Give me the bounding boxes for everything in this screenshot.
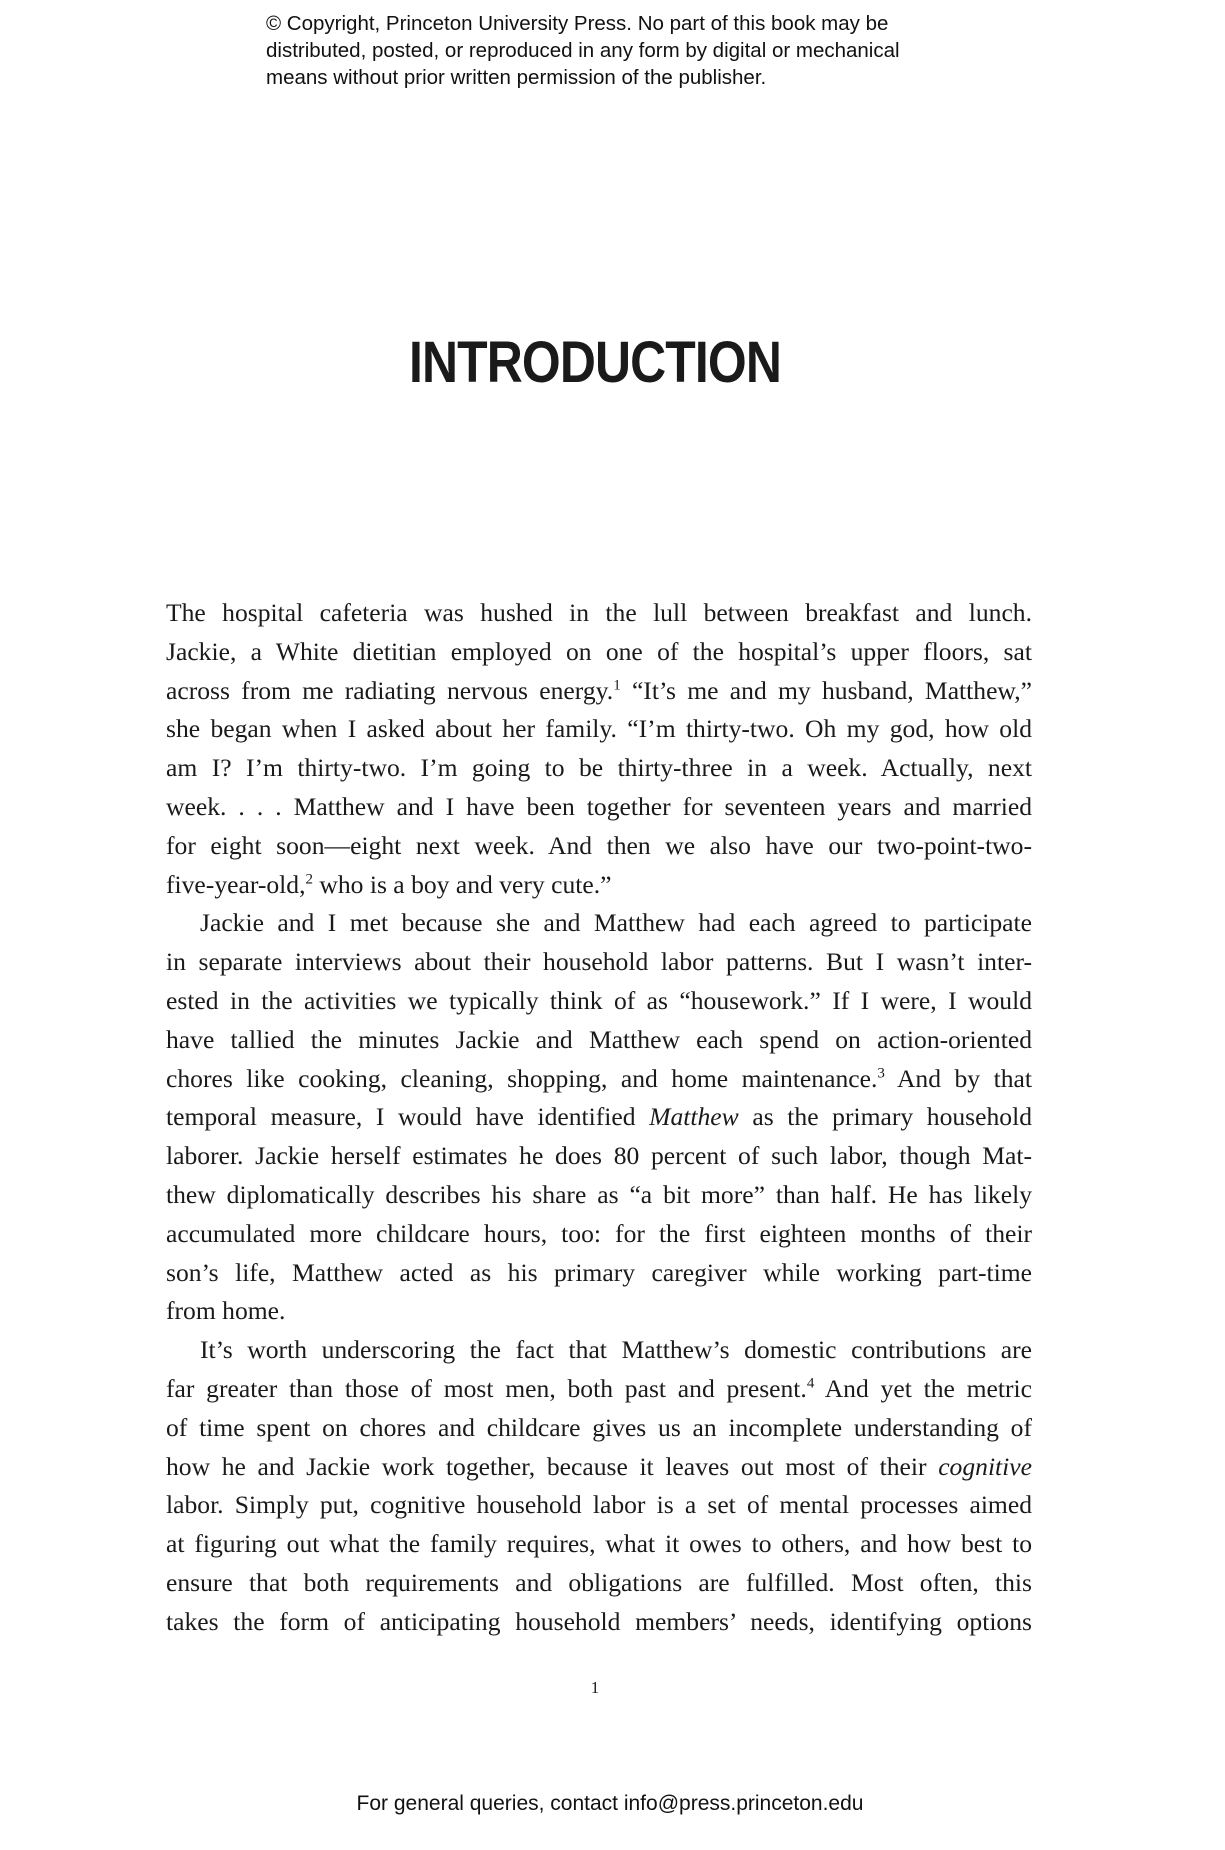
copyright-line: © Copyright, Princeton University Press. No part of this book may be xyxy=(266,12,889,35)
text-line: week. . . . Matthew and I have been together for seventeen years and married xyxy=(166,791,1032,821)
page-number: 1 xyxy=(590,1678,600,1697)
body-text xyxy=(166,594,1032,1642)
text-line: son’s life, Matthew acted as his primary caregiver while working part-time xyxy=(166,1257,1032,1287)
text-line: chores like cooking, cleaning, shopping, and home maintenance.$^3$ And by that xyxy=(166,1063,1032,1093)
text-line: takes the form of anticipating household members’ needs, identifying options xyxy=(166,1606,1032,1636)
text-line: temporal measure, I would have identified Matthew as the primary household xyxy=(166,1102,1032,1132)
text-line: far greater than those of most men, both past and present.$^4$ And yet the metric xyxy=(166,1373,1032,1403)
text-line: am I? I’m thirty-two. I’m going to be thirty-three in a week. Actually, next xyxy=(166,753,1032,783)
text-line: Jackie and I met because she and Matthew had each agreed to participate xyxy=(200,908,1032,938)
text-line: of time spent on chores and childcare gives us an incomplete understanding of xyxy=(166,1412,1032,1442)
text-line: thew diplomatically describes his share as “a bit more” than half. He has likely xyxy=(166,1179,1032,1209)
text-line: accumulated more childcare hours, too: for the first eighteen months of their xyxy=(166,1218,1032,1248)
text-line: for eight soon—eight next week. And then we also have our two-point-two- xyxy=(166,830,1032,860)
text-line: ensure that both requirements and obligations are fulfilled. Most often, this xyxy=(166,1567,1032,1597)
text-line: It’s worth underscoring the fact that Matthew’s domestic contributions are xyxy=(200,1335,1032,1365)
footer-contact: For general queries, contact info@press.princeton.edu xyxy=(356,1792,864,1815)
text-line: across from me radiating nervous energy.$^1$ “It’s me and my husband, Matthew,” xyxy=(166,675,1033,705)
copyright-notice xyxy=(266,10,1006,91)
emphasis: cognitive xyxy=(938,1451,1032,1481)
text-line: ested in the activities we typically think of as “housework.” If I were, I would xyxy=(166,985,1032,1015)
copyright-line: means without prior written permission of the publisher. xyxy=(266,66,767,89)
chapter-title: INTRODUCTION xyxy=(408,330,782,395)
text-line: at figuring out what the family requires, what it owes to others, and how best to xyxy=(166,1529,1032,1559)
footnote-ref[interactable]: 2 xyxy=(305,871,313,888)
text-line: how he and Jackie work together, because it leaves out most of their cognitive xyxy=(166,1451,1032,1481)
text-line: laborer. Jackie herself estimates he does 80 percent of such labor, though Mat- xyxy=(166,1141,1032,1171)
text-line: she began when I asked about her family. “I’m thirty-two. Oh my god, how old xyxy=(166,714,1032,744)
text-line: have tallied the minutes Jackie and Matthew each spend on action-oriented xyxy=(166,1024,1032,1054)
text-line: labor. Simply put, cognitive household labor is a set of mental processes aimed xyxy=(166,1490,1032,1520)
footnote-ref[interactable]: 4 xyxy=(806,1375,815,1392)
copyright-line: distributed, posted, or reproduced in any form by digital or mechanical xyxy=(266,39,900,62)
emphasis: Matthew xyxy=(649,1102,739,1132)
footnote-ref[interactable]: 3 xyxy=(877,1065,885,1082)
text-line: Jackie, a White dietitian employed on one of the hospital’s upper floors, sat xyxy=(166,636,1032,666)
text-line: in separate interviews about their household labor patterns. But I wasn’t inter- xyxy=(166,947,1032,977)
text-line: The hospital cafeteria was hushed in the lull between breakfast and lunch. xyxy=(166,598,1032,627)
text-line: from home. xyxy=(166,1296,286,1326)
footnote-ref[interactable]: 1 xyxy=(613,677,621,694)
text-line: five-year-old,$^2$ who is a boy and very cute.” xyxy=(166,869,612,899)
